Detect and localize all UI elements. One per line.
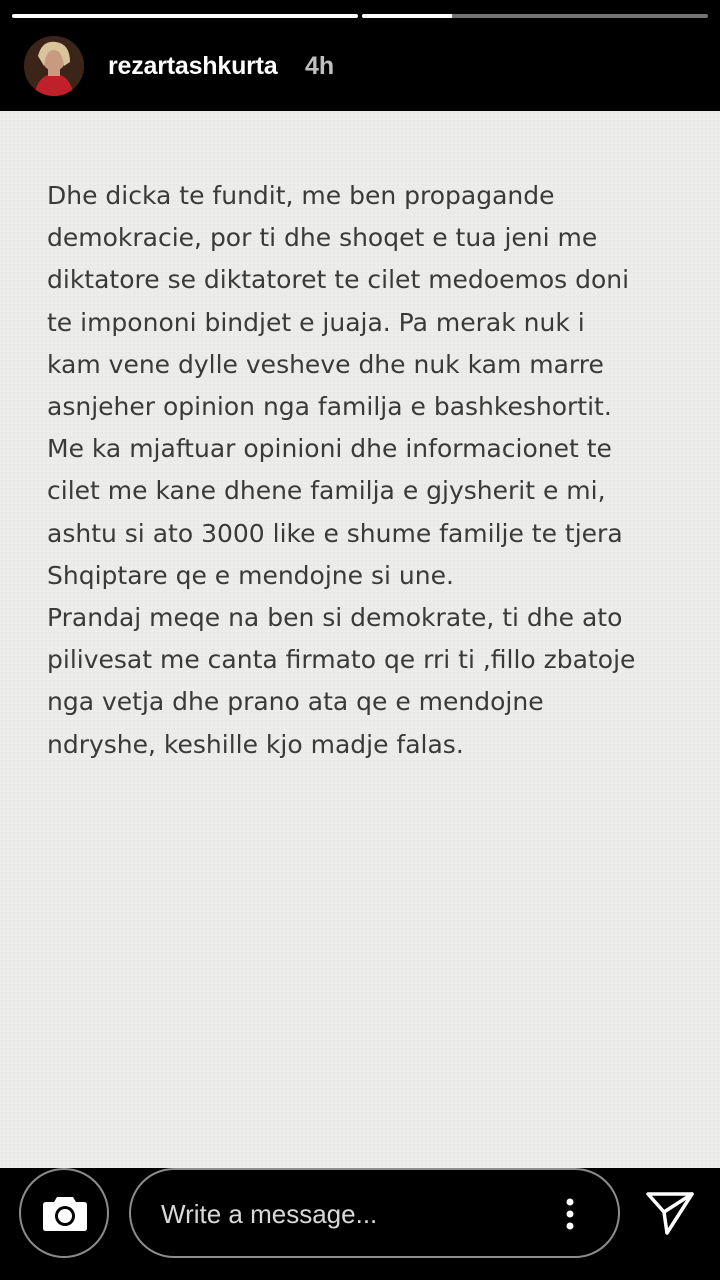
message-input[interactable] (129, 1168, 620, 1258)
send-icon[interactable] (645, 1190, 695, 1236)
story-line: Dhe dicka te fundit, me ben propagande (47, 181, 555, 210)
story-line: nga vetja dhe prano ata qe e mendojne (47, 687, 544, 717)
more-vertical-icon[interactable] (555, 1194, 585, 1234)
username[interactable]: rezartashkurta (108, 52, 278, 80)
story-line: pilivesat me canta firmato qe rri ti ,fillo zbatoje (47, 645, 636, 675)
story-line: cilet me kane dhene familja e gjysherit e mi, (47, 476, 606, 506)
story-progress-segment-1 (12, 14, 358, 18)
story-timestamp: 4h (305, 52, 335, 80)
story-footer (0, 1168, 720, 1280)
story-line: demokracie, por ti dhe shoqet e tua jeni me (47, 223, 598, 253)
story-text (47, 175, 687, 766)
story-line: Prandaj meqe na ben si demokrate, ti dhe ato (47, 603, 623, 633)
story-line: Me ka mjaftuar opinioni dhe informacionet te (47, 434, 612, 464)
camera-icon (41, 1193, 89, 1233)
camera-button[interactable] (19, 1168, 109, 1258)
avatar[interactable] (24, 36, 84, 96)
message-placeholder: Write a message... (161, 1199, 378, 1229)
story-line: Shqiptare qe e mendojne si une. (47, 560, 454, 590)
story-line: te impononi bindjet e juaja. Pa merak nuk i (47, 307, 585, 337)
story-progress-segment-2 (362, 14, 708, 18)
story-progress-fill-1 (12, 14, 358, 18)
story-line: ashtu si ato 3000 like e shume familje te tjera (47, 518, 623, 548)
story-line: ndryshe, keshille kjo madje falas. (47, 729, 464, 759)
story-line: diktatore se diktatoret te cilet medoemos doni (47, 265, 630, 295)
story-content[interactable] (0, 111, 720, 1168)
story-progress-fill-2 (362, 14, 452, 18)
story-line: asnjeher opinion nga familja e bashkeshortit. (47, 392, 612, 422)
story-header (0, 22, 720, 110)
story-line: kam vene dylle vesheve dhe nuk kam marre (47, 349, 604, 379)
